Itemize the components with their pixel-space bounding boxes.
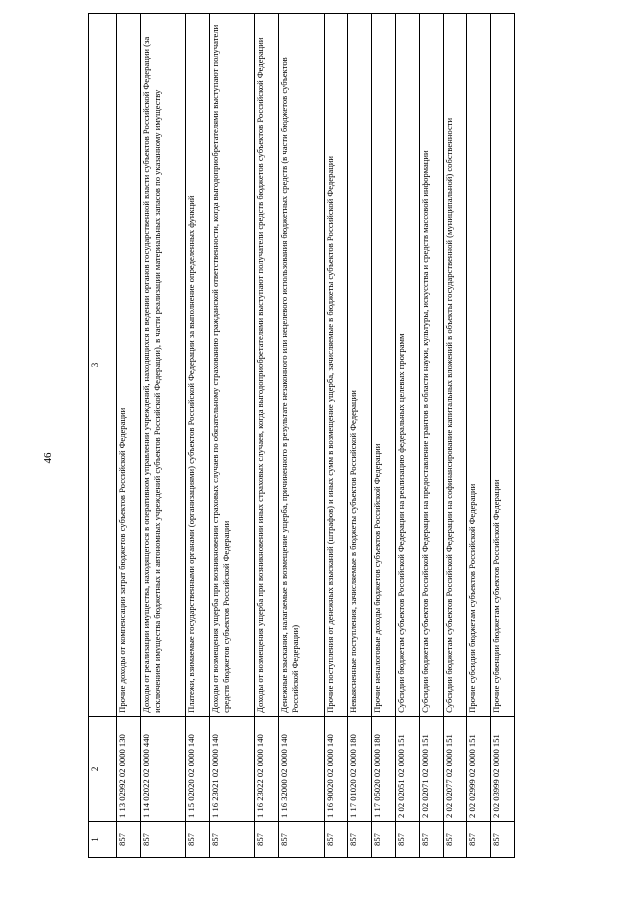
admin-code-cell: 857 [279,821,325,857]
budget-code-cell: 1 16 32000 02 0000 140 [279,716,325,821]
rotated-table-container [88,13,515,858]
header-col-1: 1 [89,821,117,857]
table-row [324,14,348,858]
revenue-name-cell: Прочие субсидии бюджетам субъектов Российской Федерации [467,14,491,717]
budget-code-cell: 1 16 23021 02 0000 140 [209,716,255,821]
budget-code-cell: 1 16 90020 02 0000 140 [324,716,348,821]
admin-code-cell: 857 [116,821,140,857]
revenue-name-cell: Прочие неналоговые доходы бюджетов субъектов Российской Федерации [372,14,396,717]
page-number: 46 [42,452,54,464]
table-row [279,14,325,858]
budget-code-cell: 1 17 05020 02 0000 180 [372,716,396,821]
table-row [255,14,279,858]
budget-code-cell: 1 17 01020 02 0000 180 [348,716,372,821]
revenue-name-cell: Доходы от реализации имущества, находящегося в оперативном управлении учреждений, находящихся в ведении органов государственной власти субъектов Российской Федерации (за исключением имущества бюджетных и автономных учреждений субъектов Российской Федерации), в части реализации материальных запасов по указанному имуществу [140,14,186,717]
table-row [116,14,140,858]
revenue-name-cell: Субсидии бюджетам субъектов Российской Федерации на предоставление грантов в области науки, культуры, искусства и средств массовой информации [419,14,443,717]
revenue-name-cell: Платежи, взимаемые государственными органами (организациями) субъектов Российской Федерации за выполнение определенных функций [186,14,210,717]
admin-code-cell: 857 [209,821,255,857]
admin-code-cell: 857 [443,821,467,857]
revenue-name-cell: Прочие доходы от компенсации затрат бюджетов субъектов Российской Федерации [116,14,140,717]
admin-code-cell: 857 [372,821,396,857]
admin-code-cell: 857 [348,821,372,857]
table-row [372,14,396,858]
budget-code-cell: 1 15 02020 02 0000 140 [186,716,210,821]
table-row [140,14,186,858]
admin-code-cell: 857 [255,821,279,857]
table-row [348,14,372,858]
admin-code-cell: 857 [419,821,443,857]
budget-code-cell: 1 16 23022 02 0000 140 [255,716,279,821]
budget-code-cell: 2 02 03999 02 0000 151 [491,716,515,821]
table-header-row [89,14,117,858]
admin-code-cell: 857 [491,821,515,857]
header-col-3: 3 [89,14,117,717]
table-row [209,14,255,858]
table-row [419,14,443,858]
table-row [467,14,491,858]
revenue-name-cell: Денежные взыскания, налагаемые в возмещение ущерба, причиненного в результате незаконного или нецелевого использования бюджетных средств (в части бюджетов субъектов Российской Федерации) [279,14,325,717]
revenue-codes-table [88,13,515,858]
revenue-name-cell: Невыясненные поступления, зачисляемые в бюджеты субъектов Российской Федерации [348,14,372,717]
admin-code-cell: 857 [324,821,348,857]
table-row [443,14,467,858]
revenue-name-cell: Доходы от возмещения ущерба при возникновении иных страховых случаев, когда выгодоприобретателями выступают получатели средств бюджетов субъектов Российской Федерации [255,14,279,717]
table-row [491,14,515,858]
admin-code-cell: 857 [186,821,210,857]
budget-code-cell: 1 13 02992 02 0000 130 [116,716,140,821]
budget-code-cell: 2 02 02077 02 0000 151 [443,716,467,821]
table-row [186,14,210,858]
budget-code-cell: 2 02 02051 02 0000 151 [396,716,420,821]
revenue-name-cell: Прочие поступления от денежных взысканий (штрафов) и иных сумм в возмещение ущерба, зачисляемые в бюджеты субъектов Российской Федерации [324,14,348,717]
budget-code-cell: 1 14 02022 02 0000 440 [140,716,186,821]
revenue-name-cell: Доходы от возмещения ущерба при возникновении страховых случаев по обязательному страхованию гражданской ответственности, когда выгодоприобретателями выступают получатели средств бюджетов субъектов Российской Федерации [209,14,255,717]
header-col-2: 2 [89,716,117,821]
revenue-name-cell: Прочие субвенции бюджетам субъектов Российской Федерации [491,14,515,717]
admin-code-cell: 857 [140,821,186,857]
revenue-name-cell: Субсидии бюджетам субъектов Российской Федерации на софинансирование капитальных вложений в объекты государственной (муниципальной) собственности [443,14,467,717]
table-row [396,14,420,858]
budget-code-cell: 2 02 02071 02 0000 151 [419,716,443,821]
revenue-name-cell: Субсидии бюджетам субъектов Российской Федерации на реализацию федеральных целевых программ [396,14,420,717]
admin-code-cell: 857 [467,821,491,857]
admin-code-cell: 857 [396,821,420,857]
budget-code-cell: 2 02 02999 02 0000 151 [467,716,491,821]
